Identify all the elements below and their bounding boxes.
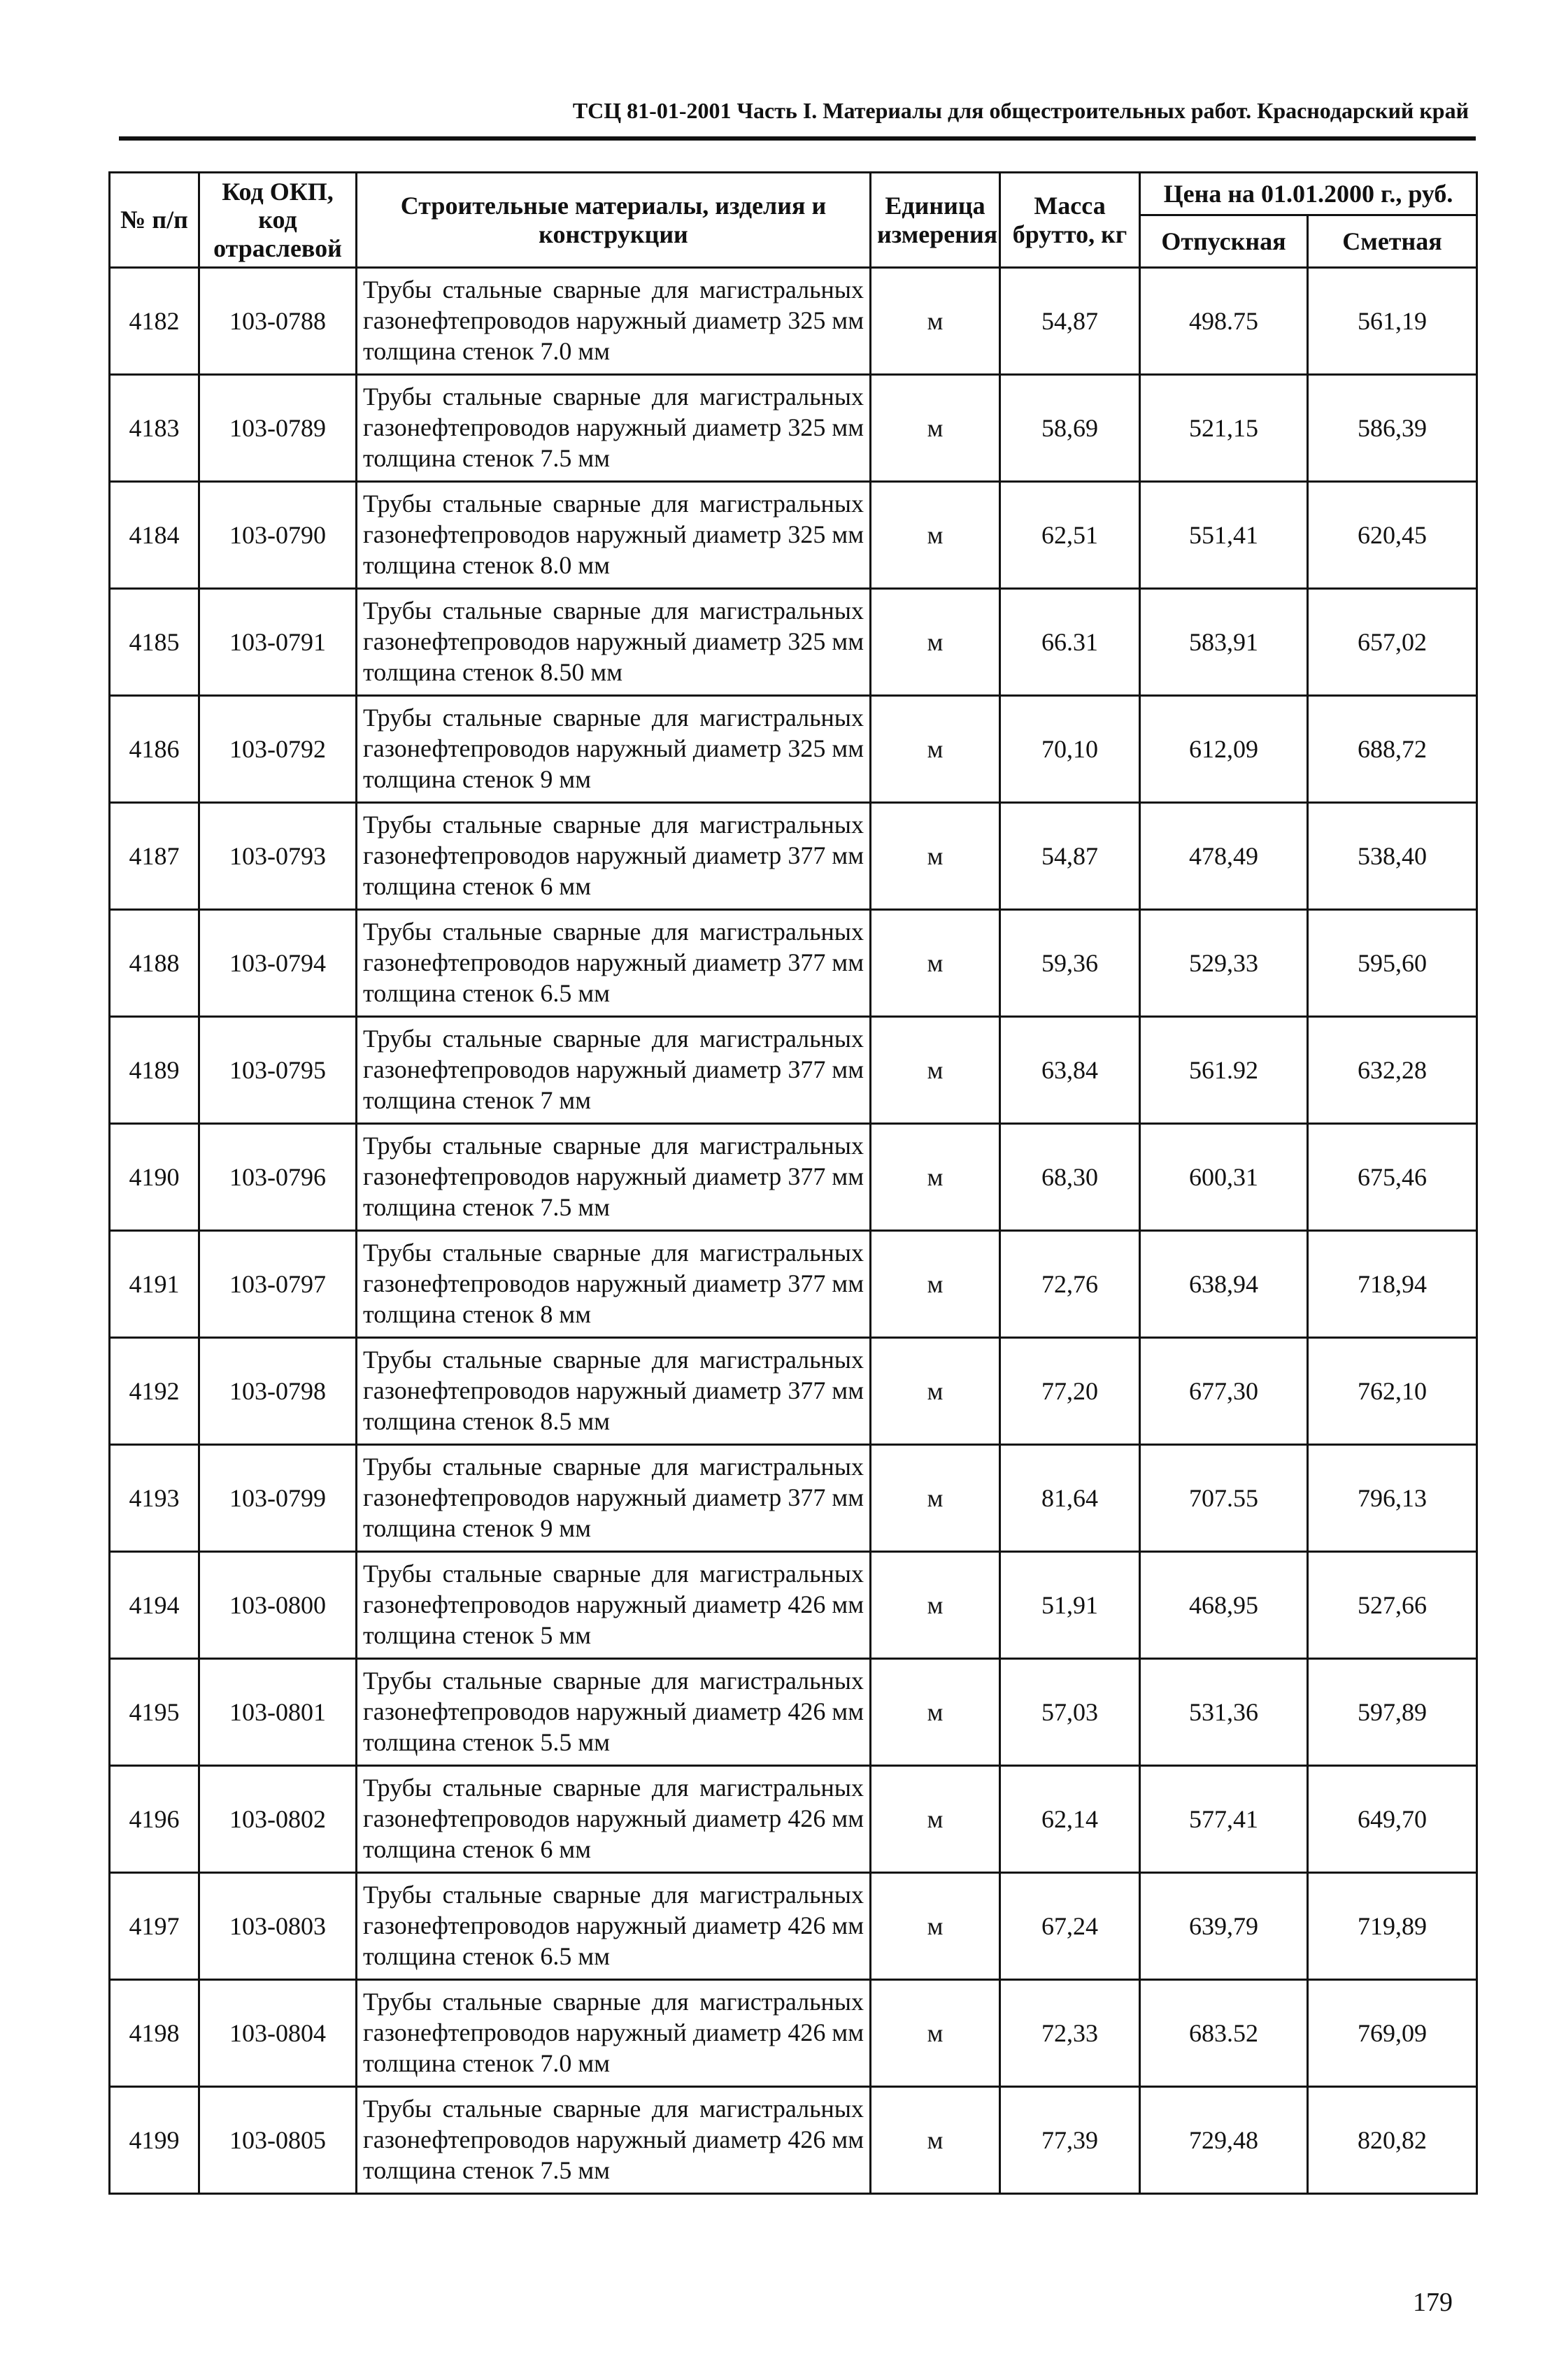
cell-unit: м [871, 1980, 1000, 2087]
cell-description: Трубы стальные сварные для магистральных газонефтепроводов наружный диаметр 325 мм толщина стенок 9 мм [357, 696, 871, 803]
cell-code: 103-0797 [199, 1231, 357, 1338]
cell-price-release: 478,49 [1140, 803, 1308, 910]
cell-description: Трубы стальные сварные для магистральных газонефтепроводов наружный диаметр 377 мм толщина стенок 6 мм [357, 803, 871, 910]
cell-unit: м [871, 1659, 1000, 1766]
cell-mass: 57,03 [1000, 1659, 1140, 1766]
table-row [110, 910, 1477, 1017]
cell-num: 4197 [110, 1873, 199, 1980]
table-header [110, 173, 1477, 268]
cell-price-estimate: 762,10 [1308, 1338, 1477, 1445]
table-row [110, 1659, 1477, 1766]
cell-num: 4183 [110, 375, 199, 482]
cell-price-release: 577,41 [1140, 1766, 1308, 1873]
cell-price-release: 561.92 [1140, 1017, 1308, 1124]
cell-price-estimate: 595,60 [1308, 910, 1477, 1017]
cell-description: Трубы стальные сварные для магистральных газонефтепроводов наружный диаметр 377 мм толщина стенок 7.5 мм [357, 1124, 871, 1231]
page-number: 179 [1413, 2288, 1453, 2317]
cell-code: 103-0799 [199, 1445, 357, 1552]
cell-code: 103-0790 [199, 482, 357, 589]
header-rule [119, 136, 1476, 141]
cell-num: 4187 [110, 803, 199, 910]
header-price-group: Цена на 01.01.2000 г., руб. [1140, 173, 1477, 215]
cell-num: 4186 [110, 696, 199, 803]
cell-mass: 70,10 [1000, 696, 1140, 803]
cell-price-release: 498.75 [1140, 268, 1308, 375]
cell-unit: м [871, 1231, 1000, 1338]
cell-price-estimate: 597,89 [1308, 1659, 1477, 1766]
cell-mass: 72,33 [1000, 1980, 1140, 2087]
cell-price-estimate: 796,13 [1308, 1445, 1477, 1552]
table-row [110, 803, 1477, 910]
cell-unit: м [871, 1552, 1000, 1659]
cell-price-estimate: 769,09 [1308, 1980, 1477, 2087]
cell-code: 103-0800 [199, 1552, 357, 1659]
cell-description: Трубы стальные сварные для магистральных газонефтепроводов наружный диаметр 426 мм толщина стенок 5.5 мм [357, 1659, 871, 1766]
cell-unit: м [871, 1873, 1000, 1980]
cell-num: 4189 [110, 1017, 199, 1124]
cell-mass: 67,24 [1000, 1873, 1140, 1980]
cell-price-estimate: 620,45 [1308, 482, 1477, 589]
cell-price-estimate: 538,40 [1308, 803, 1477, 910]
cell-code: 103-0805 [199, 2087, 357, 2194]
cell-description: Трубы стальные сварные для магистральных газонефтепроводов наружный диаметр 377 мм толщина стенок 9 мм [357, 1445, 871, 1552]
cell-unit: м [871, 1017, 1000, 1124]
table-body [110, 268, 1477, 2194]
table-row [110, 696, 1477, 803]
cell-code: 103-0804 [199, 1980, 357, 2087]
cell-num: 4198 [110, 1980, 199, 2087]
cell-code: 103-0789 [199, 375, 357, 482]
cell-price-estimate: 586,39 [1308, 375, 1477, 482]
cell-description: Трубы стальные сварные для магистральных газонефтепроводов наружный диаметр 325 мм толщина стенок 7.5 мм [357, 375, 871, 482]
table-row [110, 1124, 1477, 1231]
header-num: № п/п [110, 173, 199, 268]
cell-price-release: 529,33 [1140, 910, 1308, 1017]
cell-num: 4192 [110, 1338, 199, 1445]
cell-unit: м [871, 696, 1000, 803]
cell-price-release: 612,09 [1140, 696, 1308, 803]
running-header: ТСЦ 81-01-2001 Часть I. Материалы для общестроительных работ. Краснодарский край [572, 98, 1469, 123]
cell-code: 103-0795 [199, 1017, 357, 1124]
cell-unit: м [871, 1766, 1000, 1873]
table-row [110, 268, 1477, 375]
cell-description: Трубы стальные сварные для магистральных газонефтепроводов наружный диаметр 426 мм толщина стенок 7.0 мм [357, 1980, 871, 2087]
table-row [110, 2087, 1477, 2194]
cell-description: Трубы стальные сварные для магистральных газонефтепроводов наружный диаметр 377 мм толщина стенок 7 мм [357, 1017, 871, 1124]
cell-description: Трубы стальные сварные для магистральных газонефтепроводов наружный диаметр 325 мм толщина стенок 7.0 мм [357, 268, 871, 375]
cell-price-release: 638,94 [1140, 1231, 1308, 1338]
cell-mass: 63,84 [1000, 1017, 1140, 1124]
cell-price-release: 583,91 [1140, 589, 1308, 696]
table-row [110, 1873, 1477, 1980]
header-code: Код ОКП, код отраслевой [199, 173, 357, 268]
cell-mass: 77,39 [1000, 2087, 1140, 2194]
table-row [110, 1231, 1477, 1338]
cell-price-estimate: 718,94 [1308, 1231, 1477, 1338]
materials-table [108, 171, 1478, 2195]
cell-code: 103-0788 [199, 268, 357, 375]
cell-unit: м [871, 910, 1000, 1017]
cell-price-release: 468,95 [1140, 1552, 1308, 1659]
cell-code: 103-0791 [199, 589, 357, 696]
cell-price-estimate: 675,46 [1308, 1124, 1477, 1231]
table-row [110, 482, 1477, 589]
header-price-estimate: Сметная [1308, 215, 1477, 268]
cell-price-estimate: 820,82 [1308, 2087, 1477, 2194]
cell-num: 4199 [110, 2087, 199, 2194]
cell-description: Трубы стальные сварные для магистральных газонефтепроводов наружный диаметр 426 мм толщина стенок 6 мм [357, 1766, 871, 1873]
cell-description: Трубы стальные сварные для магистральных газонефтепроводов наружный диаметр 426 мм толщина стенок 6.5 мм [357, 1873, 871, 1980]
cell-mass: 54,87 [1000, 803, 1140, 910]
cell-num: 4182 [110, 268, 199, 375]
cell-description: Трубы стальные сварные для магистральных газонефтепроводов наружный диаметр 377 мм толщина стенок 8.5 мм [357, 1338, 871, 1445]
cell-unit: м [871, 589, 1000, 696]
table-row [110, 1552, 1477, 1659]
cell-num: 4193 [110, 1445, 199, 1552]
table-row [110, 1445, 1477, 1552]
cell-price-release: 729,48 [1140, 2087, 1308, 2194]
cell-mass: 59,36 [1000, 910, 1140, 1017]
cell-price-estimate: 649,70 [1308, 1766, 1477, 1873]
cell-code: 103-0792 [199, 696, 357, 803]
cell-description: Трубы стальные сварные для магистральных газонефтепроводов наружный диаметр 426 мм толщина стенок 7.5 мм [357, 2087, 871, 2194]
cell-mass: 72,76 [1000, 1231, 1140, 1338]
cell-code: 103-0793 [199, 803, 357, 910]
header-price-release: Отпускная [1140, 215, 1308, 268]
cell-unit: м [871, 803, 1000, 910]
cell-price-release: 600,31 [1140, 1124, 1308, 1231]
cell-code: 103-0796 [199, 1124, 357, 1231]
cell-unit: м [871, 375, 1000, 482]
cell-price-estimate: 657,02 [1308, 589, 1477, 696]
cell-price-estimate: 688,72 [1308, 696, 1477, 803]
cell-num: 4196 [110, 1766, 199, 1873]
table-row [110, 1766, 1477, 1873]
cell-description: Трубы стальные сварные для магистральных газонефтепроводов наружный диаметр 377 мм толщина стенок 8 мм [357, 1231, 871, 1338]
table-row [110, 1338, 1477, 1445]
cell-description: Трубы стальные сварные для магистральных газонефтепроводов наружный диаметр 377 мм толщина стенок 6.5 мм [357, 910, 871, 1017]
cell-price-release: 531,36 [1140, 1659, 1308, 1766]
cell-num: 4191 [110, 1231, 199, 1338]
cell-mass: 66.31 [1000, 589, 1140, 696]
cell-unit: м [871, 1338, 1000, 1445]
cell-mass: 81,64 [1000, 1445, 1140, 1552]
header-unit: Единица измерения [871, 173, 1000, 268]
table-row [110, 375, 1477, 482]
cell-mass: 62,51 [1000, 482, 1140, 589]
cell-mass: 58,69 [1000, 375, 1140, 482]
cell-mass: 62,14 [1000, 1766, 1140, 1873]
cell-code: 103-0803 [199, 1873, 357, 1980]
cell-mass: 51,91 [1000, 1552, 1140, 1659]
cell-code: 103-0802 [199, 1766, 357, 1873]
header-mass: Масса брутто, кг [1000, 173, 1140, 268]
cell-price-release: 683.52 [1140, 1980, 1308, 2087]
table-row [110, 1980, 1477, 2087]
cell-price-estimate: 719,89 [1308, 1873, 1477, 1980]
cell-num: 4188 [110, 910, 199, 1017]
cell-unit: м [871, 1445, 1000, 1552]
cell-price-estimate: 527,66 [1308, 1552, 1477, 1659]
cell-unit: м [871, 1124, 1000, 1231]
cell-unit: м [871, 268, 1000, 375]
table-row [110, 589, 1477, 696]
cell-mass: 68,30 [1000, 1124, 1140, 1231]
cell-num: 4184 [110, 482, 199, 589]
cell-code: 103-0794 [199, 910, 357, 1017]
cell-price-release: 677,30 [1140, 1338, 1308, 1445]
table-row [110, 1017, 1477, 1124]
cell-price-release: 639,79 [1140, 1873, 1308, 1980]
cell-num: 4194 [110, 1552, 199, 1659]
cell-price-release: 707.55 [1140, 1445, 1308, 1552]
cell-unit: м [871, 2087, 1000, 2194]
cell-price-release: 551,41 [1140, 482, 1308, 589]
cell-description: Трубы стальные сварные для магистральных газонефтепроводов наружный диаметр 325 мм толщина стенок 8.50 мм [357, 589, 871, 696]
cell-num: 4185 [110, 589, 199, 696]
cell-code: 103-0801 [199, 1659, 357, 1766]
cell-mass: 54,87 [1000, 268, 1140, 375]
cell-num: 4195 [110, 1659, 199, 1766]
cell-description: Трубы стальные сварные для магистральных газонефтепроводов наружный диаметр 325 мм толщина стенок 8.0 мм [357, 482, 871, 589]
cell-price-estimate: 561,19 [1308, 268, 1477, 375]
cell-code: 103-0798 [199, 1338, 357, 1445]
cell-mass: 77,20 [1000, 1338, 1140, 1445]
cell-unit: м [871, 482, 1000, 589]
header-name: Строительные материалы, изделия и конструкции [357, 173, 871, 268]
cell-description: Трубы стальные сварные для магистральных газонефтепроводов наружный диаметр 426 мм толщина стенок 5 мм [357, 1552, 871, 1659]
cell-price-estimate: 632,28 [1308, 1017, 1477, 1124]
cell-price-release: 521,15 [1140, 375, 1308, 482]
cell-num: 4190 [110, 1124, 199, 1231]
